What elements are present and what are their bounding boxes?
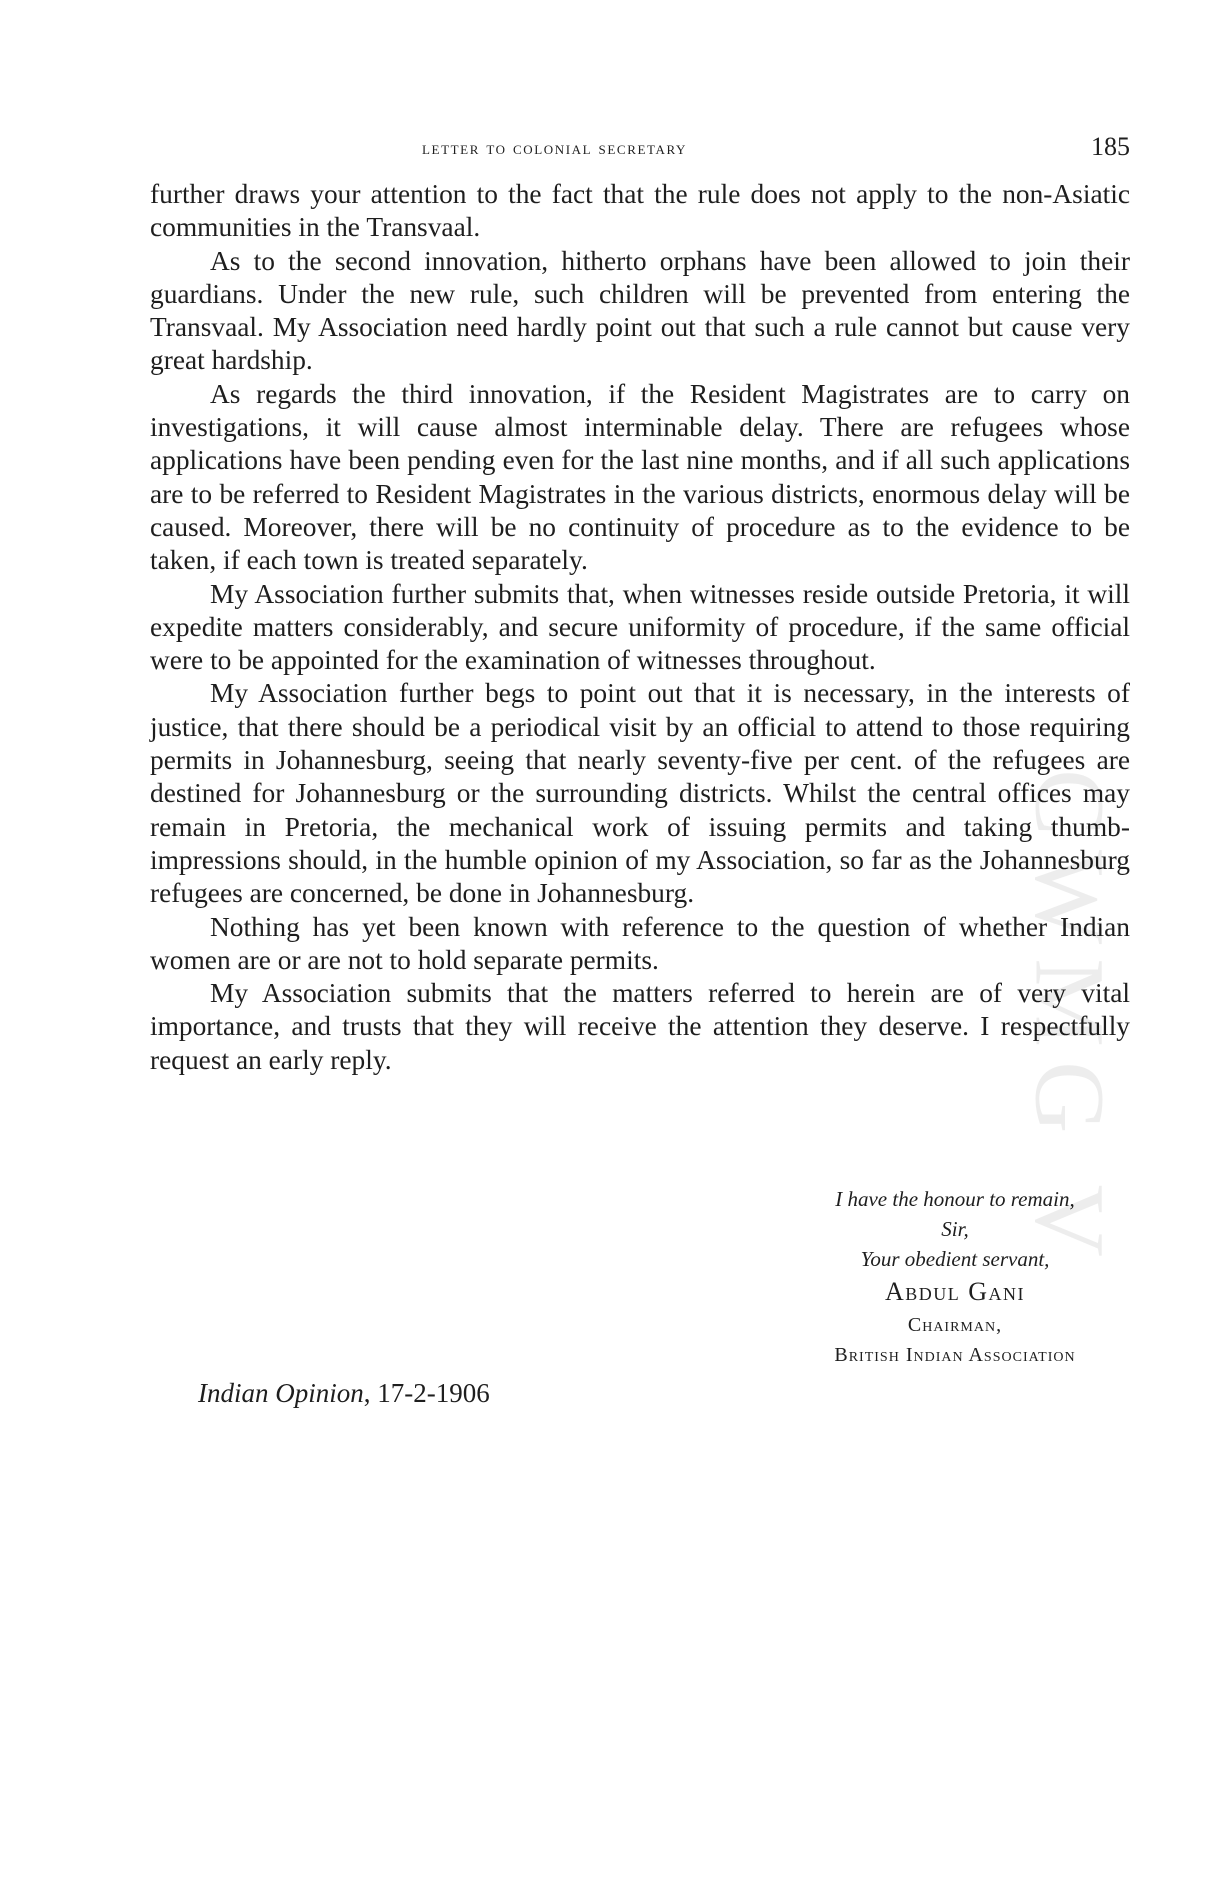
source-citation	[198, 1378, 490, 1409]
paragraph-6: Nothing has yet been known with reference to the question of whether Indian women are or are not to hold separate permits.	[150, 911, 1130, 975]
paragraph-5: My Association further begs to point out that it is necessary, in the interests of justice, that there should be a periodical visit by an official to attend to those requiring permits in Johannesburg, seeing that nearly seventy-five per cent. of the refugees are destined for Johannesburg or the surrounding districts. Whilst the central offices may remain in Pretoria, the mechanical work of issuing permits and taking thumb-impressions should, in the humble opinion of my Association, so far as the Johannesburg refugees are concerned, be done in Johannesburg.	[150, 678, 1130, 909]
watermark: CWMG V	[1014, 769, 1126, 1271]
signatory-organization: British Indian Association	[834, 1344, 1076, 1366]
source-separator: ,	[363, 1378, 378, 1408]
signatory-name: Abdul Gani	[884, 1277, 1026, 1306]
source-date: 17-2-1906	[377, 1378, 490, 1408]
salutation-line: Sir,	[941, 1217, 969, 1241]
signatory-title: Chairman,	[907, 1314, 1003, 1336]
letter-body	[150, 178, 1130, 1077]
paragraph-2: As to the second innovation, hitherto orphans have been allowed to join their guardians. Under the new rule, such children will be prevented from entering the Transvaal. My Association need hardly point out that such a rule cannot but cause very great hardship.	[150, 245, 1130, 376]
valediction-line: Your obedient servant,	[860, 1247, 1050, 1271]
running-title: letter to colonial secretary	[422, 138, 688, 159]
paragraph-4: My Association further submits that, when witnesses reside outside Pretoria, it will expedite matters considerably, and secure uniformity of procedure, if the same official were to be appointed for the examination of witnesses throughout.	[150, 578, 1130, 676]
paragraph-7: My Association submits that the matters referred to herein are of very vital importance, and trusts that they will receive the attention they deserve. I respectfully request an early reply.	[150, 978, 1130, 1075]
paragraph-1: further draws your attention to the fact that the rule does not apply to the non-Asiatic communities in the Transvaal.	[150, 179, 1130, 243]
source-publication: Indian Opinion	[198, 1378, 364, 1408]
closing-line: I have the honour to remain,	[835, 1187, 1075, 1211]
page-number: 185	[1091, 132, 1130, 161]
running-head	[150, 132, 1130, 166]
paragraph-3: As regards the third innovation, if the Resident Magistrates are to carry on investigations, it will cause almost interminable delay. There are refugees whose applications have been pending even for the last nine months, and if all such applications are to be referred to Resident Magistrates in the various districts, enormous delay will be caused. Moreover, there will be no continuity of procedure as to the evidence to be taken, if each town is treated separately.	[150, 378, 1130, 576]
